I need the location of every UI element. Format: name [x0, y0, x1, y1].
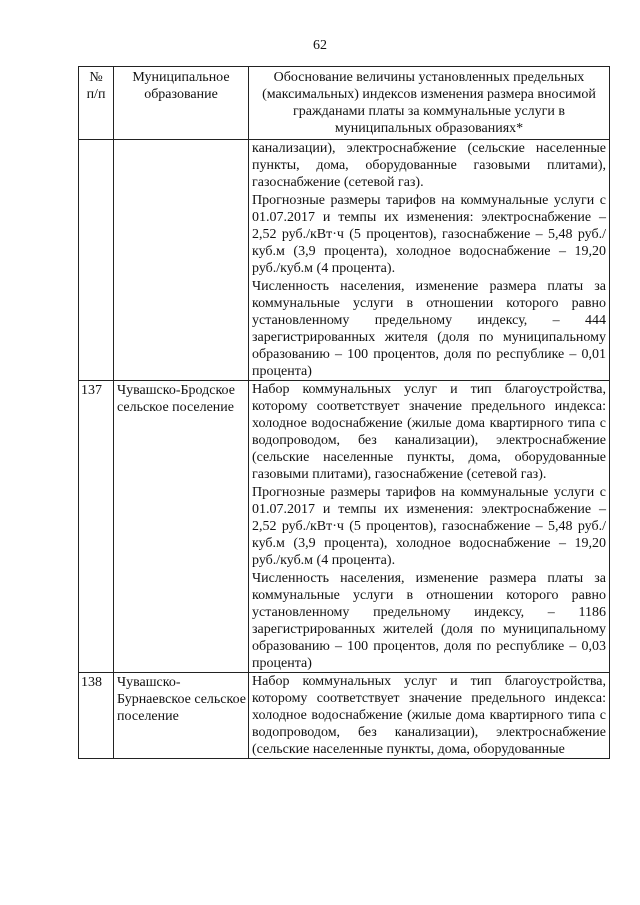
page-number: 62 — [313, 38, 327, 53]
row-num: 137 — [79, 381, 114, 673]
row-municipality — [114, 140, 249, 381]
row-paragraph: Прогнозные размеры тарифов на коммунальные услуги с 01.07.2017 и темпы их изменения: электроснабжение – 2,52 руб./кВт·ч (5 процентов), газоснабжение – 5,48 руб./куб.м (3,9 процента), холодное водоснабжение – 19,20 руб./куб.м (4 процента). — [252, 485, 606, 568]
tariff-table — [78, 66, 610, 759]
row-paragraph: канализации), электроснабжение (сельские населенные пункты, дома, оборудованные газовыми плитами), газоснабжение (сетевой газ). — [252, 141, 606, 190]
row-municipality: Чувашско-Бурнаевское сельское поселение — [114, 673, 249, 759]
row-justification — [249, 140, 610, 381]
table-row — [79, 381, 610, 673]
row-num: 138 — [79, 673, 114, 759]
header-row — [79, 67, 610, 140]
row-paragraph: Прогнозные размеры тарифов на коммунальные услуги с 01.07.2017 и темпы их изменения: электроснабжение – 2,52 руб./кВт·ч (5 процентов), газоснабжение – 5,48 руб./куб.м (3,9 процента), холодное водоснабжение – 19,20 руб./куб.м (4 процента). — [252, 193, 606, 276]
row-justification — [249, 381, 610, 673]
row-paragraph: Набор коммунальных услуг и тип благоустройства, которому соответствует значение предельного индекса: холодное водоснабжение (жилые дома квартирного типа с водопроводом, без канализации), электроснабжение (сельские населенные пункты, дома, оборудованные газовыми плитами), газоснабжение (сетевой газ). — [252, 382, 606, 482]
row-justification — [249, 673, 610, 759]
header-num: № п/п — [79, 67, 114, 140]
table-row — [79, 140, 610, 381]
row-paragraph: Численность населения, изменение размера платы за коммунальные услуги в отношении которого равно установленному предельному индексу, – 1186 зарегистрированных жителей (доля по муниципальному образованию – 100 процентов, доля по республике – 0,03 процента) — [252, 571, 606, 671]
table-row — [79, 673, 610, 759]
row-paragraph: Набор коммунальных услуг и тип благоустройства, которому соответствует значение предельного индекса: холодное водоснабжение (жилые дома квартирного типа с водопроводом, без канализации), электроснабжение (сельские населенные пункты, дома, оборудованные — [252, 674, 606, 757]
row-paragraph: Численность населения, изменение размера платы за коммунальные услуги в отношении которого равно установленному предельному индексу, – 444 зарегистрированных жителя (доля по муниципальному образованию – 100 процентов, доля по республике – 0,01 процента) — [252, 279, 606, 379]
row-num — [79, 140, 114, 381]
row-municipality: Чувашско-Бродское сельское поселение — [114, 381, 249, 673]
header-municipality: Муниципальное образование — [114, 67, 249, 140]
header-justification: Обоснование величины установленных предельных (максимальных) индексов изменения размера вносимой гражданами платы за коммунальные услуги в муниципальных образованиях* — [249, 67, 610, 140]
